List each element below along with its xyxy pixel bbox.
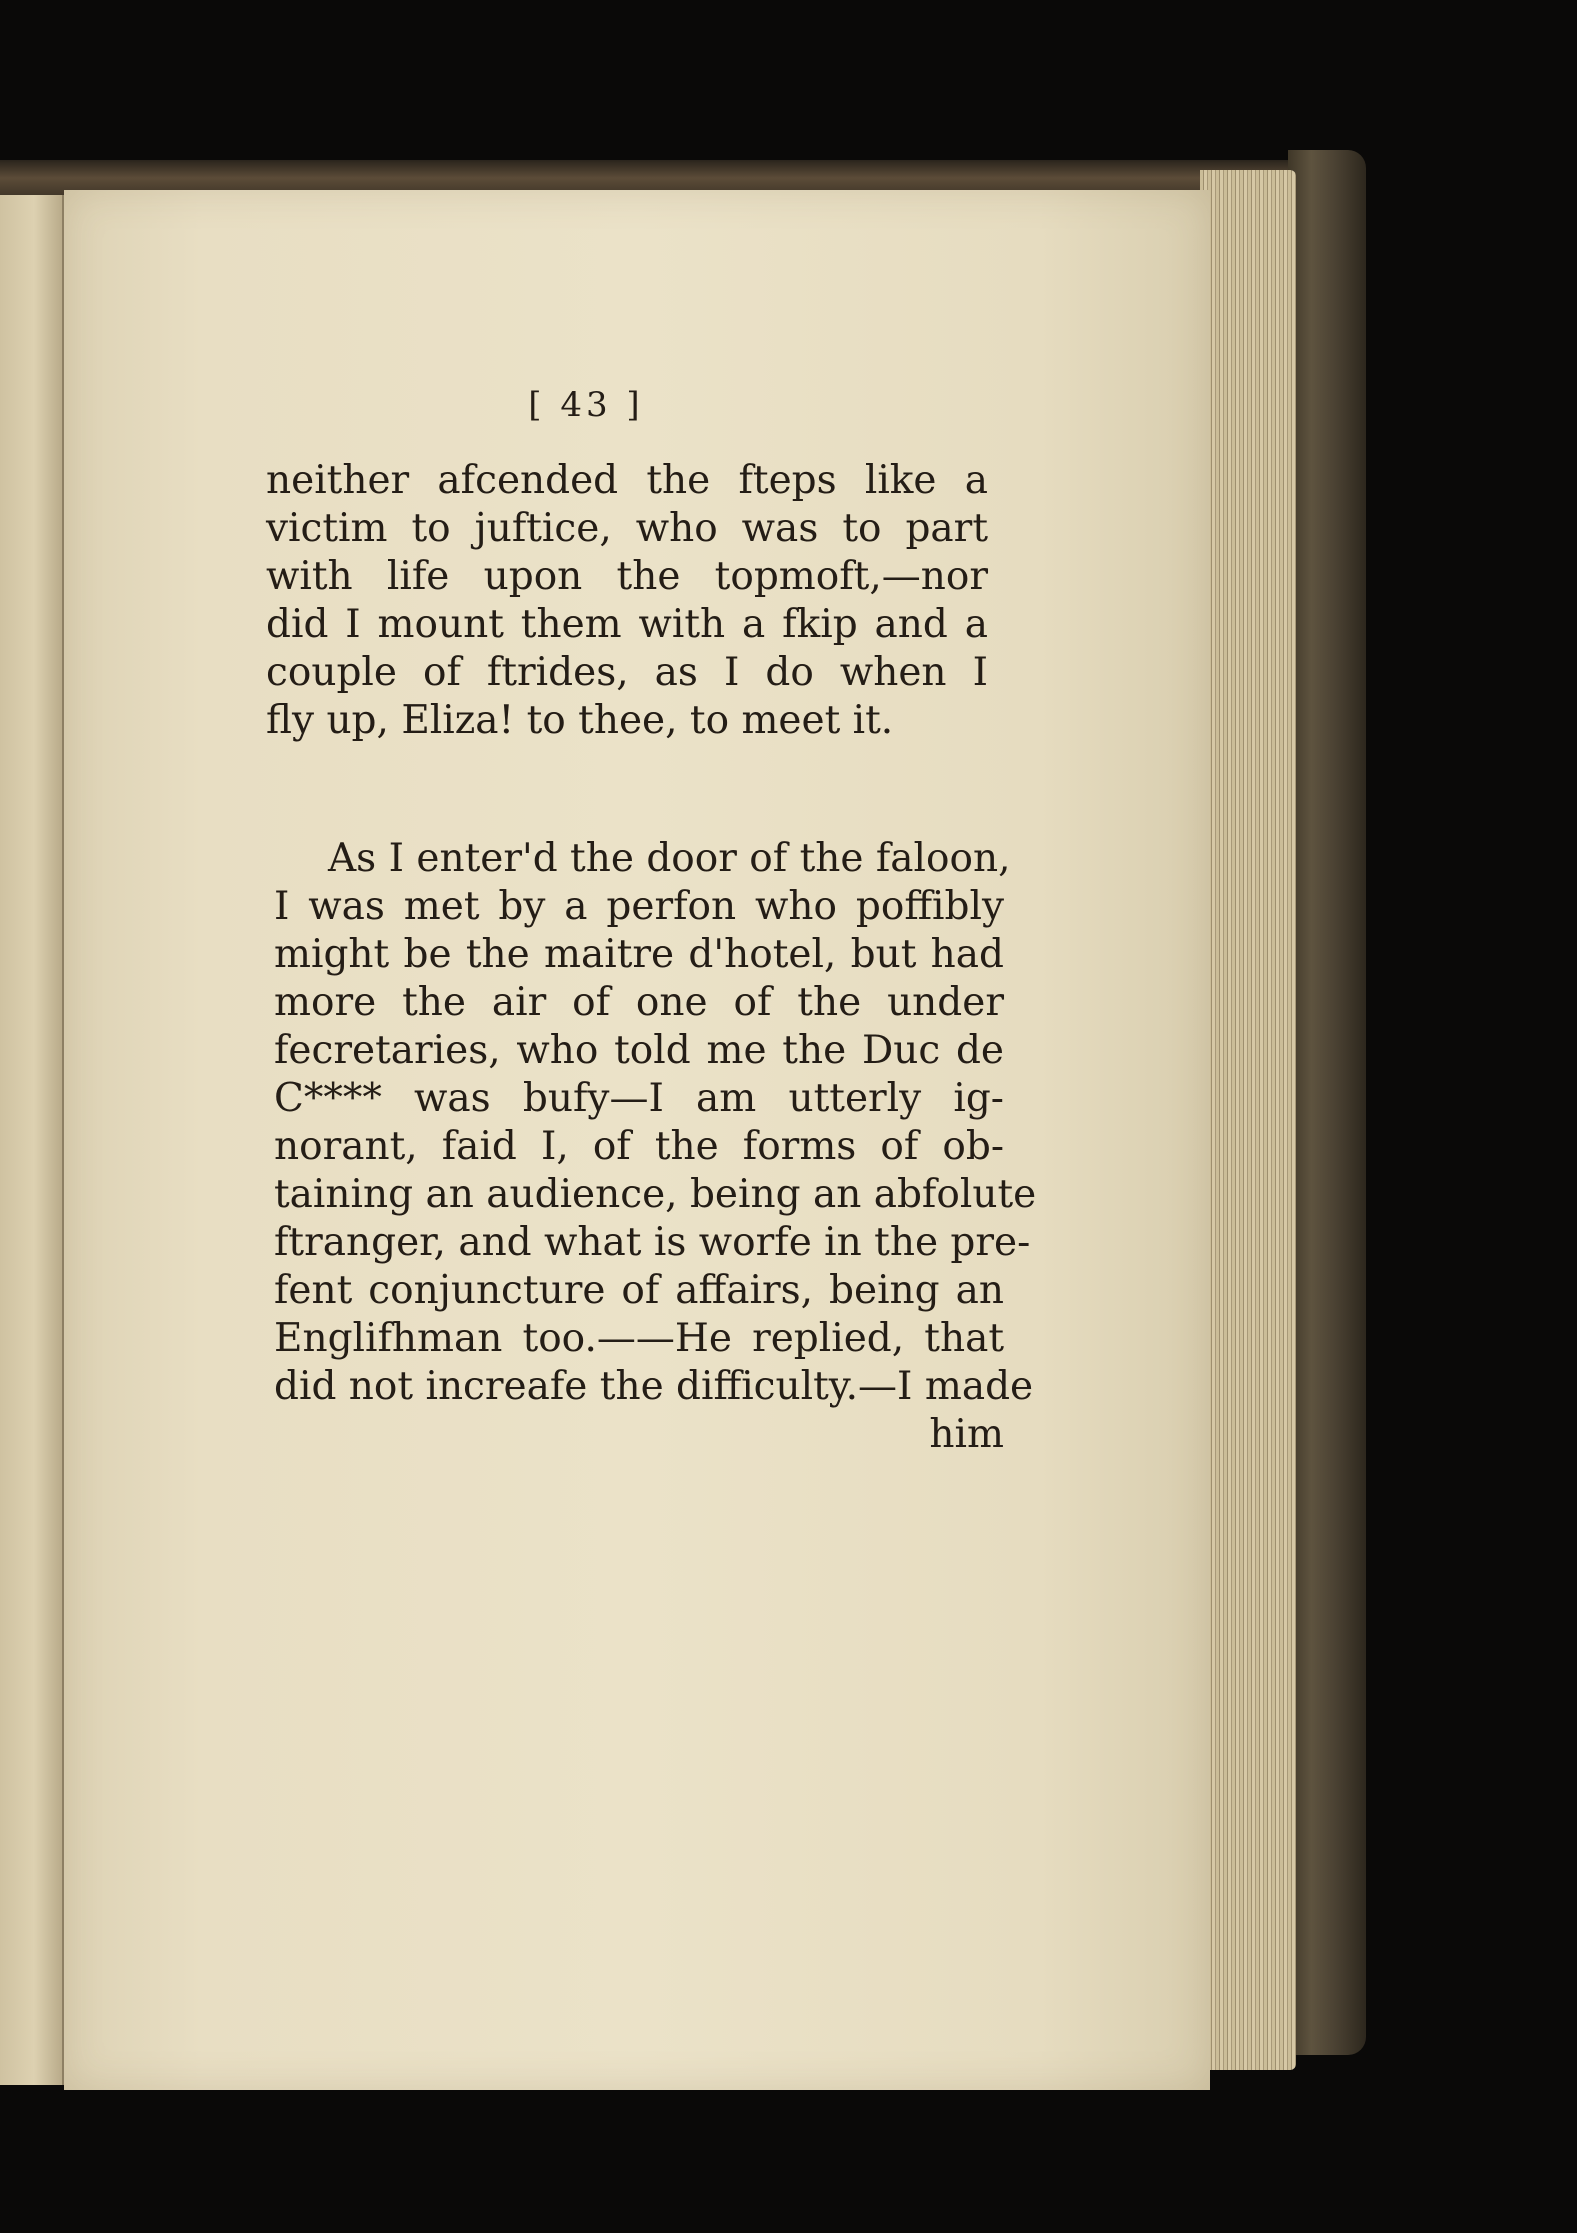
text-line: victim to juftice, who was to part [266, 506, 988, 551]
book-page [64, 190, 1210, 2090]
text-line: Englifhman too.——He replied, that [274, 1316, 1004, 1361]
text-line: I was met by a perfon who poffibly [274, 884, 1004, 929]
text-line: with life upon the topmoft,—nor [266, 554, 988, 599]
text-line: fent conjuncture of affairs, being an [274, 1268, 1004, 1313]
text-line: might be the maitre d'hotel, but had [274, 932, 1004, 977]
text-line: did not increafe the difficulty.—I made [274, 1364, 1034, 1409]
text-line: C**** was bufy—I am utterly ig- [274, 1076, 1004, 1121]
facing-page-edge [0, 195, 64, 2085]
text-line: fecretaries, who told me the Duc de [274, 1028, 1004, 1073]
stacked-page-edges [1200, 170, 1296, 2070]
paragraph-1 [266, 457, 988, 745]
text-line: norant, faid I, of the forms of ob- [274, 1124, 1004, 1169]
book-cover-spine [1288, 150, 1366, 2055]
text-line: ftranger, and what is worfe in the pre- [274, 1220, 1031, 1265]
text-line: couple of ftrides, as I do when I [266, 650, 988, 695]
catchword: him [929, 1412, 1004, 1457]
text-line: neither afcended the fteps like a [266, 458, 988, 503]
text-line: fly up, Eliza! to thee, to meet it. [266, 698, 894, 743]
text-line: As I enter'd the door of the faloon, [328, 836, 1011, 881]
page-number: [ 43 ] [528, 385, 644, 425]
paragraph-2 [274, 835, 1037, 1459]
text-line: taining an audience, being an abfolute [274, 1172, 1037, 1217]
text-line: did I mount them with a fkip and a [266, 602, 988, 647]
text-line: more the air of one of the under [274, 980, 1004, 1025]
